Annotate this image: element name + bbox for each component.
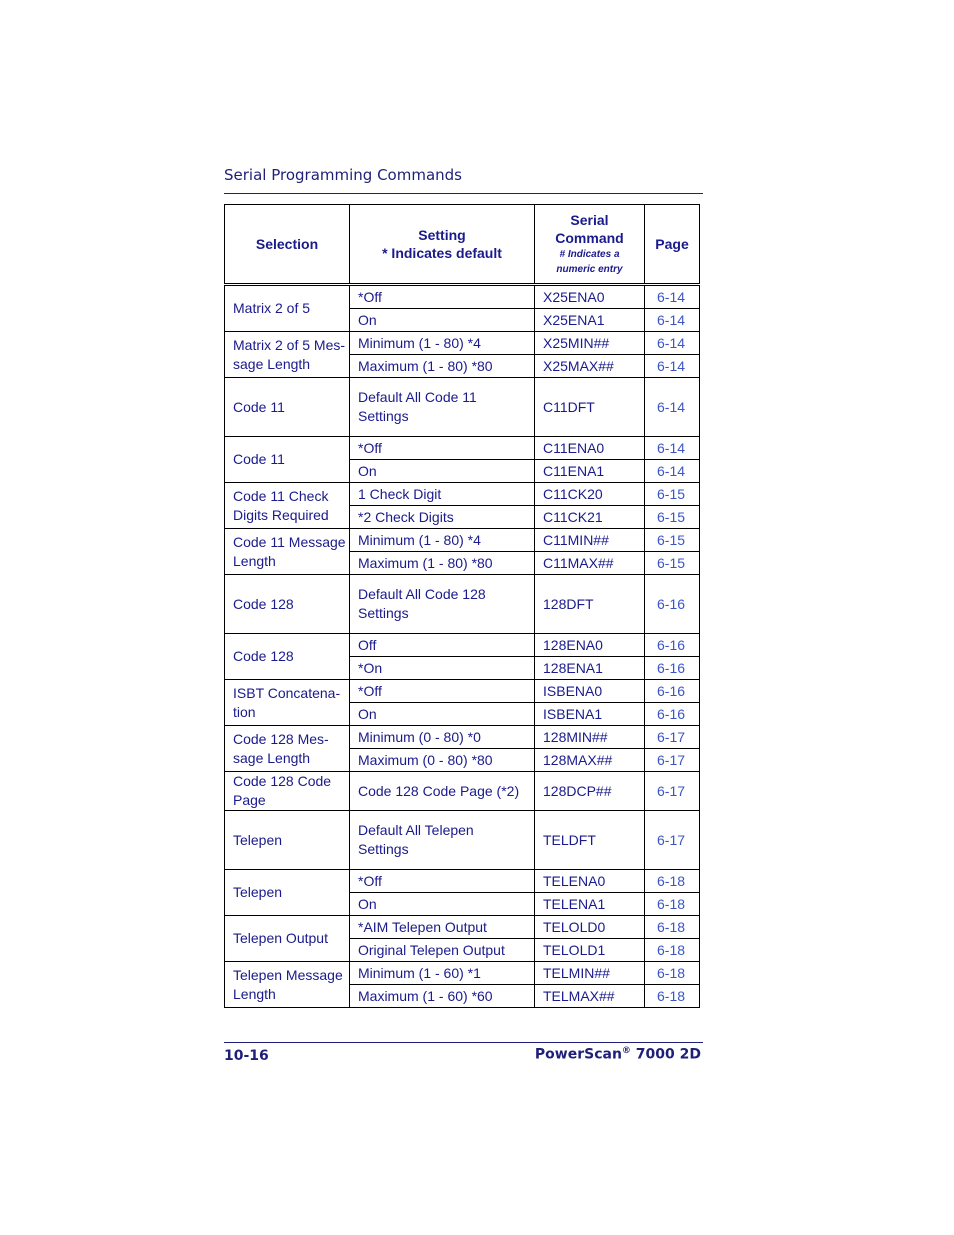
page-link[interactable]: 6-17	[645, 726, 700, 749]
page-link[interactable]: 6-14	[645, 309, 700, 332]
page-link[interactable]: 6-15	[645, 529, 700, 552]
page-link[interactable]: 6-15	[645, 506, 700, 529]
table-row	[225, 285, 700, 309]
table-row	[225, 437, 700, 460]
command-cell: C11MIN##	[535, 529, 645, 552]
page-title: Serial Programming Commands	[224, 166, 462, 184]
table-row	[225, 916, 700, 939]
page-number: 10-16	[224, 1048, 269, 1064]
page-link[interactable]: 6-18	[645, 893, 700, 916]
page-link[interactable]: 6-18	[645, 962, 700, 985]
command-cell: C11MAX##	[535, 552, 645, 575]
command-header-note-1: # Indicates a	[559, 249, 620, 260]
header-divider	[224, 193, 703, 194]
setting-cell: Minimum (1 - 80) *4	[350, 529, 535, 552]
page-link[interactable]: 6-16	[645, 575, 700, 634]
table-row	[225, 726, 700, 749]
product-brand: PowerScan	[534, 1046, 622, 1063]
setting-cell: *AIM Telepen Output	[350, 916, 535, 939]
setting-cell: Minimum (0 - 80) *0	[350, 726, 535, 749]
setting-line-1: Default All Telepen	[358, 822, 474, 838]
selection-cell: Matrix 2 of 5	[225, 285, 350, 332]
page-link[interactable]: 6-16	[645, 680, 700, 703]
setting-cell	[350, 575, 535, 634]
setting-cell: On	[350, 309, 535, 332]
setting-cell: Off	[350, 634, 535, 657]
setting-cell: *Off	[350, 870, 535, 893]
setting-line-1: Default All Code 128	[358, 586, 486, 602]
selection-cell: Code 11	[225, 437, 350, 483]
command-cell: X25MIN##	[535, 332, 645, 355]
setting-line-2: Settings	[358, 841, 409, 857]
command-cell: ISBENA0	[535, 680, 645, 703]
setting-header-note: * Indicates default	[382, 245, 502, 261]
command-cell: C11ENA0	[535, 437, 645, 460]
setting-cell: 1 Check Digit	[350, 483, 535, 506]
selection-cell: Telepen	[225, 870, 350, 916]
command-cell: C11CK20	[535, 483, 645, 506]
selection-cell: ISBT Concatena-tion	[225, 680, 350, 726]
setting-header-title: Setting	[418, 227, 466, 243]
selection-cell: Telepen Message Length	[225, 962, 350, 1008]
column-header-setting	[350, 205, 535, 285]
setting-cell: Original Telepen Output	[350, 939, 535, 962]
command-cell: X25ENA1	[535, 309, 645, 332]
setting-cell: *Off	[350, 680, 535, 703]
setting-cell: Maximum (1 - 80) *80	[350, 552, 535, 575]
selection-cell: Code 128	[225, 634, 350, 680]
page-link[interactable]: 6-15	[645, 483, 700, 506]
command-cell: 128MIN##	[535, 726, 645, 749]
setting-cell	[350, 811, 535, 870]
setting-cell: Code 128 Code Page (*2)	[350, 772, 535, 811]
command-cell: TELENA0	[535, 870, 645, 893]
selection-cell: Code 11 Message Length	[225, 529, 350, 575]
command-cell: TELMAX##	[535, 985, 645, 1008]
product-model: 7000 2D	[630, 1046, 701, 1063]
page-link[interactable]: 6-14	[645, 460, 700, 483]
table-row	[225, 634, 700, 657]
setting-line-1: Default All Code 11	[358, 389, 477, 405]
page-link[interactable]: 6-18	[645, 870, 700, 893]
page-link[interactable]: 6-15	[645, 552, 700, 575]
setting-cell: On	[350, 460, 535, 483]
page-link[interactable]: 6-18	[645, 916, 700, 939]
command-cell: 128ENA0	[535, 634, 645, 657]
command-cell: X25ENA0	[535, 285, 645, 309]
setting-line-2: Settings	[358, 408, 409, 424]
command-cell: TELOLD1	[535, 939, 645, 962]
page-link[interactable]: 6-14	[645, 355, 700, 378]
table-body	[225, 285, 700, 1008]
setting-cell: On	[350, 703, 535, 726]
selection-cell: Telepen Output	[225, 916, 350, 962]
selection-cell: Code 11 Check Digits Required	[225, 483, 350, 529]
command-cell: TELMIN##	[535, 962, 645, 985]
setting-cell: Minimum (1 - 80) *4	[350, 332, 535, 355]
registered-mark: ®	[621, 1046, 631, 1056]
page-link[interactable]: 6-14	[645, 378, 700, 437]
table-row	[225, 378, 700, 437]
selection-cell: Code 11	[225, 378, 350, 437]
command-cell: 128MAX##	[535, 749, 645, 772]
selection-cell: Code 128 Code Page	[225, 772, 350, 811]
setting-cell: Maximum (1 - 60) *60	[350, 985, 535, 1008]
column-header-command	[535, 205, 645, 285]
setting-cell: On	[350, 893, 535, 916]
command-cell: 128DCP##	[535, 772, 645, 811]
selection-cell: Code 128	[225, 575, 350, 634]
command-cell: C11DFT	[535, 378, 645, 437]
page-link[interactable]: 6-17	[645, 811, 700, 870]
command-header-note-2: numeric entry	[556, 264, 623, 275]
command-cell: X25MAX##	[535, 355, 645, 378]
table-row	[225, 870, 700, 893]
table-row	[225, 680, 700, 703]
command-cell: ISBENA1	[535, 703, 645, 726]
table-row	[225, 483, 700, 506]
page-link[interactable]: 6-18	[645, 985, 700, 1008]
setting-cell: Maximum (1 - 80) *80	[350, 355, 535, 378]
command-header-title-2: Command	[555, 230, 624, 246]
command-cell: TELDFT	[535, 811, 645, 870]
page-link[interactable]: 6-14	[645, 437, 700, 460]
command-cell: 128DFT	[535, 575, 645, 634]
table-row	[225, 529, 700, 552]
table-row	[225, 575, 700, 634]
column-header-selection: Selection	[225, 205, 350, 285]
command-cell: C11ENA1	[535, 460, 645, 483]
page-link[interactable]: 6-14	[645, 332, 700, 355]
setting-line-2: Settings	[358, 605, 409, 621]
selection-cell: Telepen	[225, 811, 350, 870]
footer-divider	[224, 1042, 703, 1043]
setting-cell: *On	[350, 657, 535, 680]
page-link[interactable]: 6-16	[645, 703, 700, 726]
command-cell: TELENA1	[535, 893, 645, 916]
product-name	[535, 1046, 701, 1063]
setting-cell: *2 Check Digits	[350, 506, 535, 529]
column-header-page: Page	[645, 205, 700, 285]
serial-commands-table	[224, 204, 700, 1008]
table-row	[225, 811, 700, 870]
page-link[interactable]: 6-14	[645, 285, 700, 309]
page-link[interactable]: 6-16	[645, 657, 700, 680]
table-row	[225, 332, 700, 355]
command-cell: TELOLD0	[535, 916, 645, 939]
setting-cell: *Off	[350, 285, 535, 309]
setting-cell	[350, 378, 535, 437]
selection-cell: Code 128 Mes-sage Length	[225, 726, 350, 772]
selection-cell: Matrix 2 of 5 Mes-sage Length	[225, 332, 350, 378]
table-row	[225, 962, 700, 985]
page-link[interactable]: 6-18	[645, 939, 700, 962]
table-row	[225, 772, 700, 811]
command-cell: 128ENA1	[535, 657, 645, 680]
setting-cell: *Off	[350, 437, 535, 460]
setting-cell: Minimum (1 - 60) *1	[350, 962, 535, 985]
page-link[interactable]: 6-17	[645, 772, 700, 811]
command-header-title-1: Serial	[570, 212, 609, 228]
command-cell: C11CK21	[535, 506, 645, 529]
page-link[interactable]: 6-17	[645, 749, 700, 772]
setting-cell: Maximum (0 - 80) *80	[350, 749, 535, 772]
page-link[interactable]: 6-16	[645, 634, 700, 657]
